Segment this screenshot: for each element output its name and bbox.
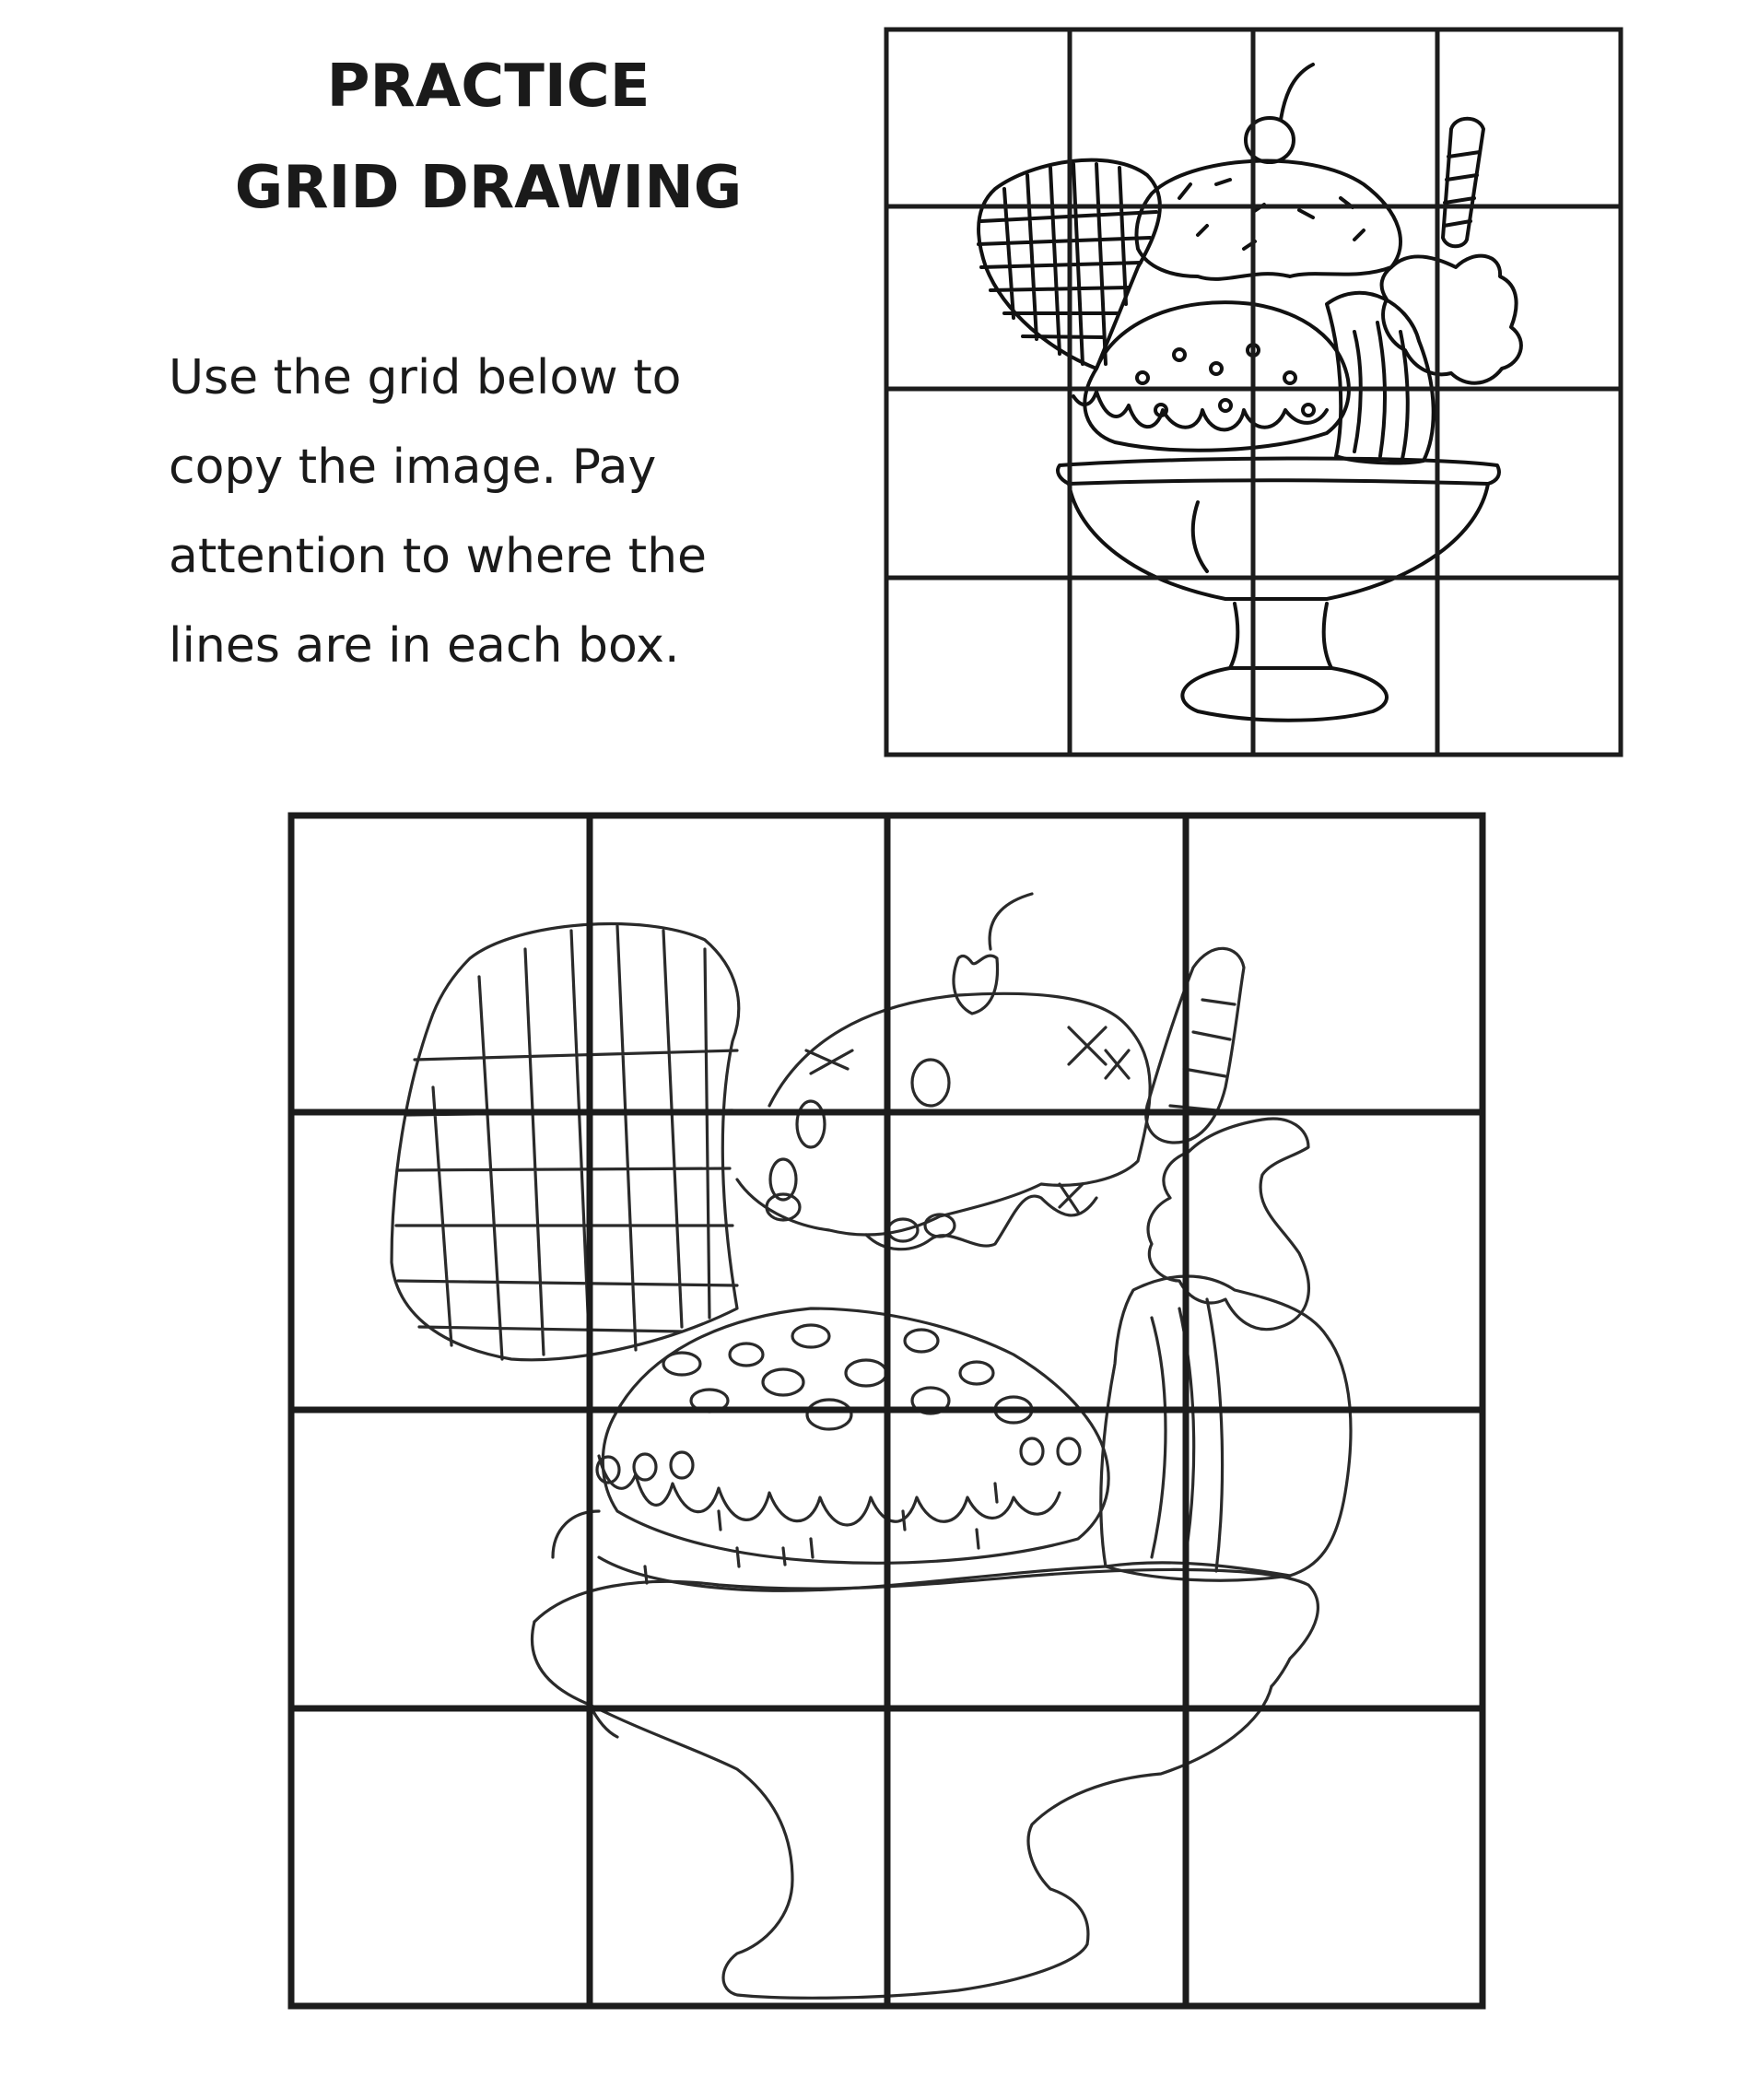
worksheet-title-line-1: PRACTICE	[326, 53, 650, 121]
sketch-waffle-wedge	[392, 924, 739, 1360]
instructions-line: copy the image. Pay	[169, 440, 657, 495]
sketch-waffle-hatch	[396, 926, 737, 1359]
instructions-line: attention to where the	[169, 529, 708, 584]
drawing-grid	[291, 815, 1483, 2006]
sketch-scoop-oval	[960, 1362, 993, 1384]
sketch-scoop-oval	[807, 1400, 851, 1429]
sketch-bowl-rim	[534, 1569, 1318, 1686]
instructions-line: Use the grid below to	[169, 350, 682, 405]
sketch-scoop-oval	[846, 1360, 886, 1386]
sketch-sprinkle-oval	[912, 1060, 949, 1106]
sketch-middle-scoop	[603, 1308, 1108, 1563]
sketch-drips	[599, 1456, 1060, 1525]
instructions-line: lines are in each box.	[169, 618, 680, 674]
sketch-drip-oval	[1021, 1438, 1043, 1464]
sketch-side-scoop	[1101, 1276, 1351, 1580]
sketch-drip-oval	[671, 1452, 693, 1478]
sketch-whipped-cream	[1148, 1119, 1308, 1330]
sketch-scoop-oval	[763, 1369, 803, 1395]
hand-drawn-sundae	[392, 894, 1351, 1998]
sketch-cherry	[954, 956, 998, 1014]
sketch-scoop-oval	[730, 1343, 763, 1366]
sketch-scoop-oval	[905, 1330, 938, 1352]
sketch-sprinkle-oval	[797, 1101, 825, 1147]
sketch-drip-oval	[634, 1454, 656, 1480]
worksheet-title-line-2: GRID DRAWING	[234, 154, 743, 222]
sketch-bowl-body	[533, 1622, 1272, 1998]
sketch-scoop-oval	[792, 1325, 829, 1347]
sketch-scoop-oval	[663, 1353, 700, 1375]
sketch-drip-oval	[1058, 1438, 1080, 1464]
sketch-cherry-stem	[990, 894, 1032, 949]
